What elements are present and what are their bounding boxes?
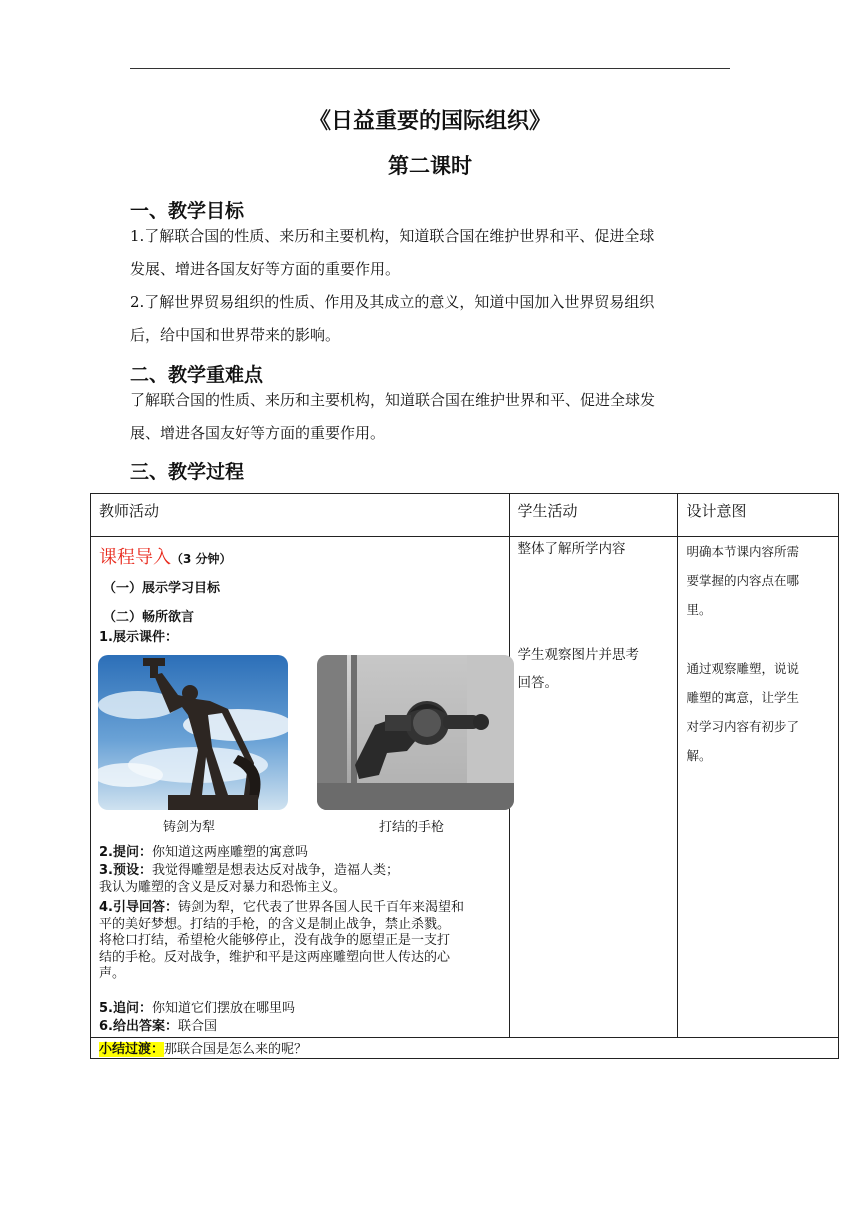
key-line-2: 展、增进各国友好等方面的重要作用。	[130, 424, 386, 442]
table-header-row	[91, 494, 839, 537]
goal-1-line-1: 1.了解联合国的性质、来历和主要机构，知道联合国在维护世界和平、促进全球	[130, 227, 655, 245]
preset-text-1: 我觉得雕塑是想表达反对战争，造福人类；	[151, 863, 399, 878]
key-heading: 二、教学重难点	[130, 364, 264, 386]
guide-label: 4.引导回答：	[99, 900, 178, 915]
caption-sword-plough: 铸剑为犁	[163, 820, 216, 835]
ask-line	[99, 1001, 517, 1018]
lesson-table	[90, 493, 839, 1059]
lead-title	[99, 543, 232, 569]
teacher-cell	[91, 537, 510, 1038]
show-label: 1.展示课件：	[99, 630, 178, 645]
guide-block	[99, 900, 517, 983]
goal-2-line-1: 2.了解世界贸易组织的性质、作用及其成立的意义，知道中国加入世界贸易组织	[130, 293, 655, 311]
preset-label: 3.预设：	[99, 863, 152, 878]
design-2-line-1: 通过观察雕塑，说说	[686, 661, 799, 676]
lead-time: （3 分钟）	[171, 552, 232, 566]
design-cell	[678, 537, 839, 1038]
design-1-line-2: 要掌握的内容点在哪	[686, 573, 799, 588]
answer-text: 联合国	[177, 1019, 217, 1034]
guide-line-2: 平的美好梦想。打结的手枪，的含义是制止战争，禁止杀戮。	[99, 916, 451, 932]
goals-heading: 一、教学目标	[130, 200, 245, 222]
design-intent-2	[686, 654, 799, 770]
knotted-gun-image	[317, 655, 514, 810]
header-student: 学生活动	[509, 494, 678, 537]
header-design: 设计意图	[678, 494, 839, 537]
design-1-line-1: 明确本节课内容所需	[686, 544, 799, 559]
header-rule	[130, 68, 730, 69]
answer-line	[99, 1019, 517, 1036]
step-1: （一）展示学习目标	[103, 581, 221, 596]
summary-label: 小结过渡：	[99, 1042, 165, 1057]
question-text: 你知道这两座雕塑的寓意吗	[151, 845, 308, 860]
summary-row	[91, 1038, 839, 1059]
doc-title: 《日益重要的国际组织》	[308, 109, 551, 134]
question-line	[99, 845, 517, 862]
preset-block	[99, 863, 517, 896]
process-heading: 三、教学过程	[130, 461, 245, 483]
header-teacher: 教师活动	[91, 494, 510, 537]
summary-cell	[91, 1038, 839, 1059]
doc-subtitle: 第二课时	[388, 154, 472, 178]
goal-1	[130, 220, 734, 286]
design-2-line-4: 解。	[686, 748, 712, 763]
goal-2	[130, 286, 734, 352]
goal-1-line-2: 发展、增进各国友好等方面的重要作用。	[130, 260, 401, 278]
guide-line-4: 结的手枪。反对战争，维护和平是这两座雕塑向世人传达的心	[99, 949, 451, 965]
step-2: （二）畅所欲言	[103, 610, 195, 625]
student-activity-1: 整体了解所学内容	[517, 541, 626, 557]
table-row	[91, 537, 839, 1038]
guide-line-5: 声。	[99, 966, 126, 981]
ask-label: 5.追问：	[99, 1001, 152, 1016]
design-intent-1	[686, 537, 799, 624]
student-activity-2-line-1: 学生观察图片并思考	[517, 647, 640, 663]
lead-title-text: 课程导入	[99, 547, 171, 568]
design-2-line-3: 对学习内容有初步了	[686, 719, 799, 734]
answer-label: 6.给出答案：	[99, 1019, 178, 1034]
design-1-line-3: 里。	[686, 602, 712, 617]
student-cell	[509, 537, 678, 1038]
ask-text: 你知道它们摆放在哪里吗	[151, 1001, 295, 1016]
design-2-line-2: 雕塑的寓意，让学生	[686, 690, 799, 705]
summary-text: 那联合国是怎么来的呢？	[164, 1042, 308, 1057]
student-activity-2-line-2: 回答。	[517, 675, 559, 691]
key-points	[130, 384, 734, 450]
key-line-1: 了解联合国的性质、来历和主要机构，知道联合国在维护世界和平、促进全球发	[130, 391, 656, 409]
preset-text-2: 我认为雕塑的含义是反对暴力和恐怖主义。	[99, 879, 347, 895]
sculpture-sword-plough-image	[98, 655, 288, 810]
guide-line-1: 铸剑为犁，它代表了世界各国人民千百年来渴望和	[177, 900, 464, 915]
question-label: 2.提问：	[99, 845, 152, 860]
guide-line-3: 将枪口打结，希望枪火能够停止，没有战争的愿望正是一支打	[99, 933, 451, 948]
student-activity-2	[518, 643, 640, 695]
goal-2-line-2: 后，给中国和世界带来的影响。	[130, 326, 341, 344]
caption-knotted-gun: 打结的手枪	[379, 820, 445, 835]
